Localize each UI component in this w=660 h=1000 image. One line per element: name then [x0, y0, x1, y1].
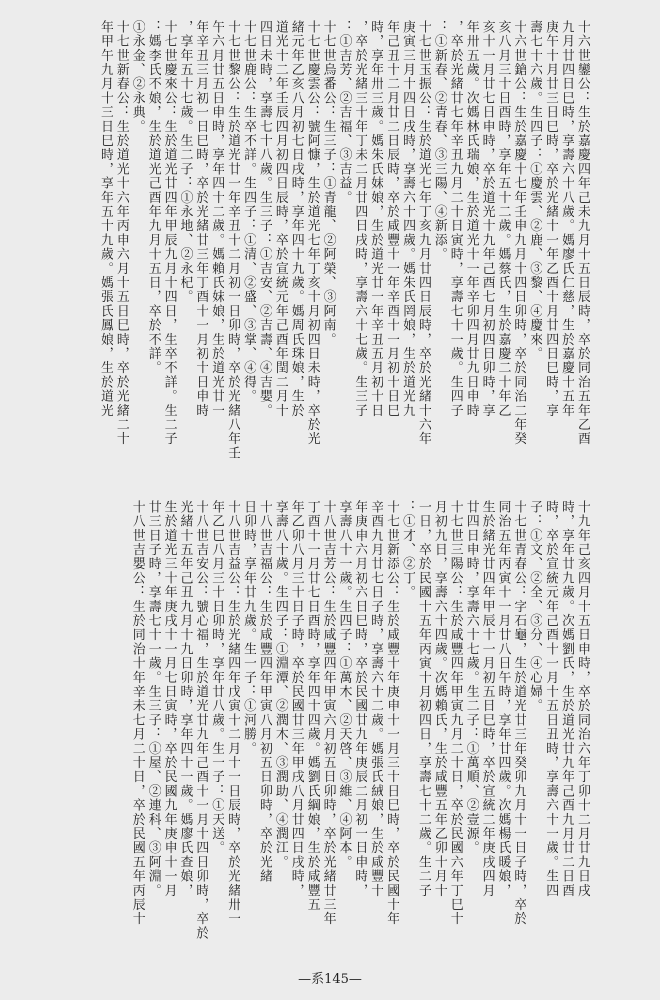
text-column: ，卒於光緒廿七年辛丑九月二十日寅時，享壽七十一歲。生四子 [447, 20, 463, 418]
text-column: 十八世吉芳公：生於咸豐四年甲寅六月初五日卯時，卒於光緒廿三年 [320, 500, 336, 926]
text-column: 十七世烏番公：生三子：①青龍、②阿榮、③阿南。 [320, 20, 336, 347]
text-column: 九月廿四日巳時，享壽六十八歲。媽廖氏仁慈，生於嘉慶十五年 [559, 20, 575, 418]
text-column: 亥八月三十日酉時，享年五十二歲。媽蔡氏，生於嘉慶二十年乙 [495, 20, 511, 418]
text-column: 十八世吉嬰公：生於同治十年辛未七月二十日，卒於民國五年丙辰十 [129, 500, 145, 926]
text-column: 十七世鹿公：生卒不詳。生四子：①清、②盛、③掌、④得。 [241, 20, 257, 404]
text-column: 十七世慶雲公：號阿慷，生於道光七年丁亥十月初四日未時，卒於光 [304, 20, 320, 446]
text-column: 生於緒光廿四年甲辰十一月初五日巳時，卒於宣統二年庚戌四月 [479, 500, 495, 898]
text-column: 月初九日，享壽六十四歲。次媽賴氏，生於咸豐五年乙卯十月十 [431, 500, 447, 898]
text-column: 十八世吉益公：生於光緒四年戊寅十二月十一日辰時，卒於光緒卅一 [225, 500, 241, 926]
text-column: 道光十二年壬辰四月初四日辰時，卒於宣統元年己酉年閏二月十 [272, 20, 288, 418]
text-column: ：①吉芳、②吉福、③吉益。 [336, 20, 352, 205]
text-column: 亥十一月廿七日申時，卒於道光十九年己酉七月初四日卯時，享 [479, 20, 495, 418]
text-column: 廿四日申時，享壽六十七歲。生二子：①萬順、②壹源。 [463, 500, 479, 855]
text-column: 時，卒於宣統元年己酉十一月十五日丑時，享壽六十一歲。生四 [543, 500, 559, 898]
text-column: ①永金、②永典。 [129, 20, 145, 134]
text-column: 廿三日子時，享壽七十一歲。生三子：①屋、②連科、③阿淵。 [145, 500, 161, 898]
text-column: 十七世青春公：字石龜，生於道光廿三年癸卯九月十一日子時，卒於 [511, 500, 527, 926]
text-column: ：①新春、②青春、③三陽、④新添。 [431, 20, 447, 262]
text-column: 生於道光三十年庚戌十一月七日寅時，卒於民國九年庚申十一月 [161, 500, 177, 898]
text-column: 十八世吉安公：號心福，生於道光廿九年己酉十一月十四日卯時，卒於 [193, 500, 209, 941]
text-column: 一日，卒於民國十五年丙寅十月初四日，享壽七十二歲。生二子 [416, 500, 431, 898]
text-column: 享壽八十歲。生四子：①淵潭、②潤木、③潤助、④潤江。 [272, 500, 288, 870]
text-column: 十六世鎗公：生於嘉慶十七年壬申九月十四日卯時，卒於同治二年癸 [511, 20, 527, 446]
text-column: 年乙巳八月三十日卯時，享年廿八歲。生一子：①天送。 [209, 500, 225, 855]
text-column: 同治五年丙寅十一月廿八日午時，享年廿四歲。次媽楊氏暖娘， [495, 500, 511, 898]
text-column: ：①才、②丁。 [400, 500, 416, 600]
text-column: 丁酉十一月廿七日酉時，享年四十四歲。媽劉氏綱娘，生於咸豐五 [304, 500, 320, 912]
text-column: 十七世慶來公：生於道光廿四年甲辰九月十四日，生卒不詳。生二子 [161, 20, 177, 446]
text-column: 四日未時，享壽七十八歲。生三子：①吉安、②吉壽、④吉嬰。 [257, 20, 272, 418]
text-column: 日卯時，享年廿九歲。生一子：①河勝。 [241, 500, 257, 756]
text-column: 年己丑十二月廿二日辰時，卒於咸豐十一年辛酉十一月初十日巳 [384, 20, 400, 418]
text-column: 年乙卯八月三十日子時，卒於民國廿三年甲戌八月廿四日戌時， [288, 500, 304, 898]
text-column: 十七世玉振公：生於道光七年丁亥九月廿四日辰時，卒於光緒十六年 [416, 20, 431, 446]
text-column: 光緒十五年己丑九月十九日卯時，享年四十一歲。媽廖氏查娘， [177, 500, 193, 898]
text-column: 子：①文、②全、③分、④心婦。 [527, 500, 543, 713]
page-number: —系145— [298, 972, 362, 987]
text-column: 年辛丑三月初一日巳時，卒於光緒廿三年丁酉十一月初十日申時 [193, 20, 209, 418]
text-column: ，卒於光緒三十年丁未二月廿四日戌時，享壽六十七歲。生三子 [352, 20, 368, 418]
text-column: 緒元年乙亥八月初七日戌時，享年四十九歲。媽周氏珠娘，生於 [288, 20, 304, 418]
text-column: 十九年己亥四月十五日申時，卒於同治六年丁卯十二月廿九日戌 [575, 500, 590, 898]
text-column: 年甲午九月十三日巳時，享年五十九歲。媽張氏鳳娘，生於道光 [98, 20, 113, 418]
text-column: 午六月廿五日申時，享年四十二歲。媽賴氏妹娘，生於道光廿一 [209, 20, 225, 418]
text-column: 年庚申六月初六日巳時，卒於民國廿九年庚辰二月初一日申時， [352, 500, 368, 898]
text-column: 辛酉九月廿七日子時，享壽六十二歲。媽張氏絨娘，生於咸豐十 [368, 500, 384, 898]
text-column: 十八世吉福公：生於咸豐四年甲寅八月初五日卯時，卒於光緒 [257, 500, 272, 884]
text-column: 時，享年卅三歲。媽朱氏妹娘，生於道光廿一年辛丑五月初十日 [368, 20, 384, 418]
text-column: 庚寅三月十四日戌時，享壽六十四歲。媽朱氏罔娘，生於道光九 [400, 20, 416, 418]
text-column: 十七世新添公：生於咸豐十年庚申十一月三十日巳時，卒於民國十年 [384, 500, 400, 926]
text-column: 庚午十月廿三日巳時，卒於光緒十一年乙酉十月廿四日巳時，享 [543, 20, 559, 418]
text-column: ，享年五十七歲。生二子：①永地、②永杞。 [177, 20, 193, 304]
text-column: 年卅五歲。次媽林氏瑞娘，生於道光十一年辛卯四月廿九日申時 [463, 20, 479, 418]
text-column: 享壽八十一歲。生四子：①萬木、②天啓、③維、④阿本。 [336, 500, 352, 870]
text-column: 十七世黎公：生於道光廿一年辛丑十二月初一日卯時，卒於光緒八年壬 [225, 20, 241, 461]
text-column: 壽七十六歲。生四子：①慶雲、②鹿、③黎、④慶來。 [527, 20, 543, 361]
text-column: 十六世鑾公：生於嘉慶四年己未九月十五日辰時，卒於同治五年乙酉 [575, 20, 590, 446]
text-column: 十七世三陽公：生於咸豐四年甲寅九月二十日，卒於民國六年丁巳十 [447, 500, 463, 926]
text-column: 時，享年廿九歲。次媽劉氏，生於道光廿九年己酉九月廿二日酉 [559, 500, 575, 898]
text-column: ：媽李氏不娘，生於道光己酉年九月十五日，卒於不詳。 [145, 20, 161, 375]
text-column: 十七世新春公：生於道光十六年丙申六月十五日巳時，卒於光緒二十 [113, 20, 129, 446]
